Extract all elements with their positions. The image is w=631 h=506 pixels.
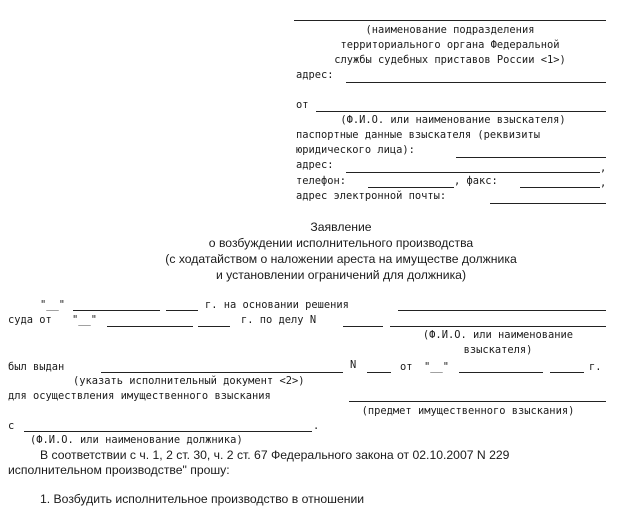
phone-label: телефон: [296,175,347,187]
document-number-line[interactable] [367,372,391,373]
passport-label-2: юридического лица): [296,144,415,156]
debtor-with-label: с [8,420,15,432]
document-number-label: N [350,359,357,371]
subject-hint: (предмет имущественного взыскания) [361,405,575,417]
phone-line[interactable] [368,187,454,188]
document-month-line[interactable] [459,372,543,373]
debtor-dot: . [313,420,320,432]
email-line[interactable] [490,203,606,204]
legal-basis-paragraph-2: исполнительном производстве" прошу: [8,463,230,477]
court-month-line[interactable] [107,326,193,327]
document-year-label: г. [589,361,602,373]
claimant-hint: (Ф.И.О. или наименование взыскателя) [340,114,566,126]
document-date-quote: "__" [424,361,450,373]
address-label: адрес: [296,69,334,81]
decision-line[interactable] [398,310,606,311]
subdivision-name-line[interactable] [294,20,606,21]
address2-comma: , [600,162,607,174]
document-year-line[interactable] [550,372,584,373]
document-from-label: от [400,361,413,373]
fax-line[interactable] [520,187,600,188]
passport-line[interactable] [456,157,606,158]
email-label: адрес электронной почты: [296,190,447,202]
claimant-line-2[interactable] [390,326,606,327]
decision-month-line[interactable] [73,310,160,311]
statement-subtitle: о возбуждении исполнительного производства [208,236,474,250]
subdivision-hint-3: службы судебных приставов России <1>) [334,54,566,66]
document-hint: (указать исполнительный документ <2>) [73,375,305,387]
address2-line[interactable] [346,172,600,173]
from-label: от [296,99,309,111]
statement-subtitle-3: и установлении ограничений для должника) [215,268,467,282]
passport-label-1: паспортные данные взыскателя (реквизиты [296,129,540,141]
decision-date-quote: "__" [40,299,66,311]
document-line[interactable] [101,372,343,373]
court-year-line[interactable] [198,326,230,327]
court-date-quote: "__" [72,314,98,326]
fax-label: , факс: [454,175,498,187]
address2-label: адрес: [296,159,334,171]
legal-basis-paragraph-1: В соответствии с ч. 1, 2 ст. 30, ч. 2 ст. 67 Федерального закона от 02.10.2007 N 229 [40,448,510,462]
debtor-hint: (Ф.И.О. или наименование должника) [30,434,243,446]
issued-label: был выдан [8,361,65,373]
fax-comma: , [600,177,607,189]
decision-year-label: г. на основании решения [205,299,349,311]
debtor-line[interactable] [24,431,312,432]
claimant-name-line[interactable] [316,111,606,112]
case-label: г. по делу N [241,314,317,326]
court-label: суда от [8,314,52,326]
subdivision-hint-2: территориального органа Федеральной [340,39,560,51]
claimant-hint-a: (Ф.И.О. или наименование [422,329,574,341]
decision-year-line[interactable] [166,310,198,311]
statement-title: Заявление [310,220,372,234]
purpose-label: для осуществления имущественного взыскания [8,390,271,402]
address-line[interactable] [346,82,606,83]
claimant-hint-b: взыскателя) [463,344,533,356]
subject-line[interactable] [349,401,606,402]
request-item-1: 1. Возбудить исполнительное производство в отношении [40,492,365,506]
subdivision-hint-1: (наименование подразделения [365,24,535,36]
statement-subtitle-2: (с ходатайством о наложении ареста на имуществе должника [165,252,517,266]
case-number-line[interactable] [343,326,383,327]
